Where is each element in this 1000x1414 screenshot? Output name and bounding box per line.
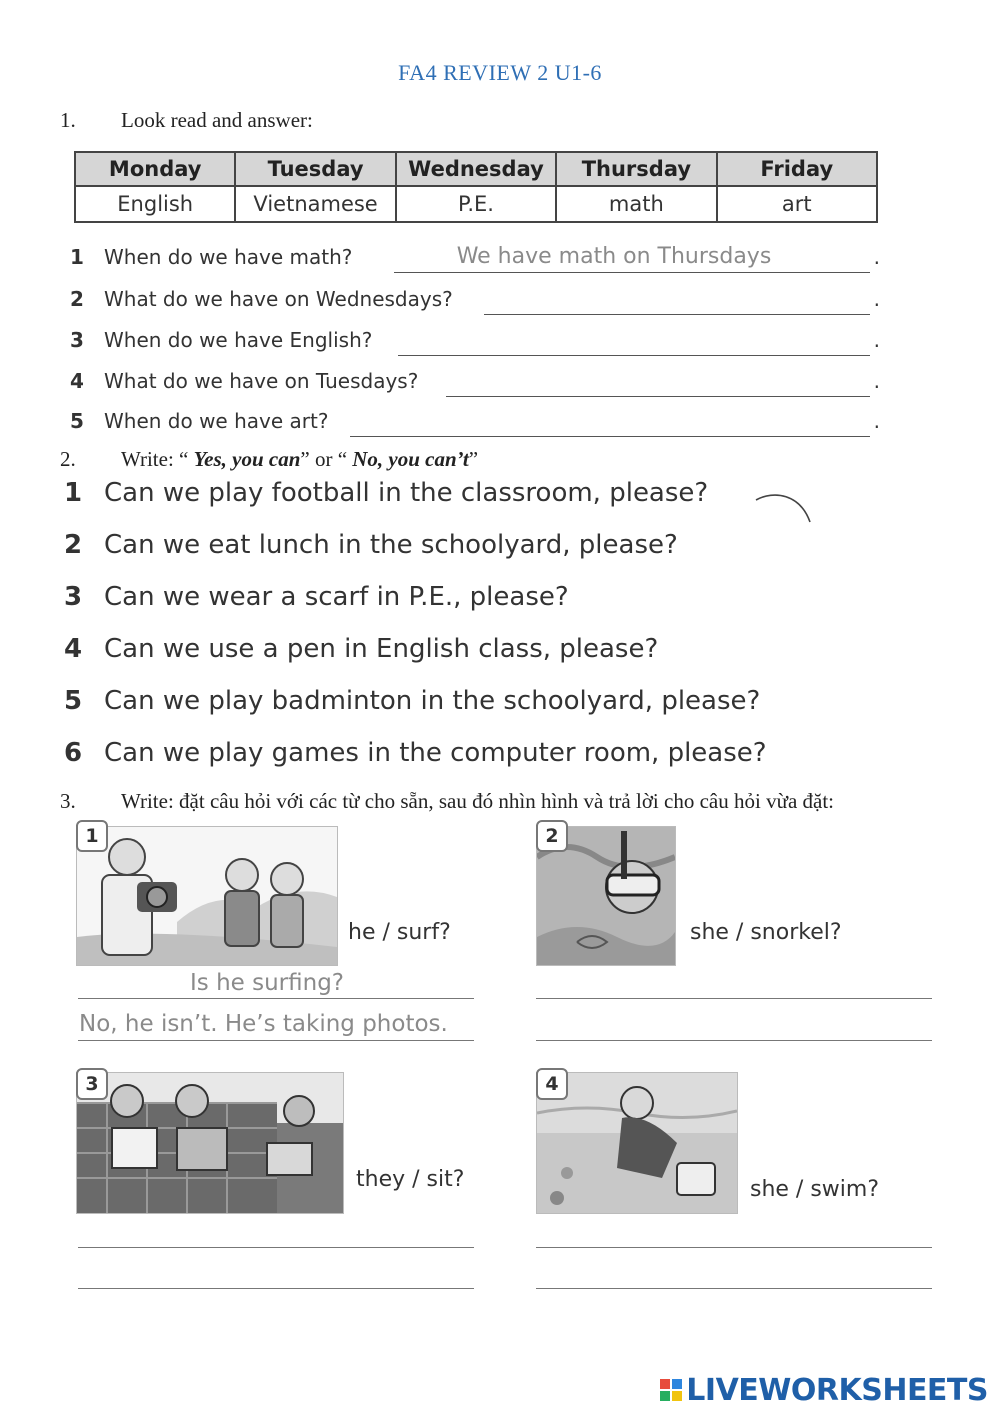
photographer-illustration-icon: [77, 827, 337, 965]
question-text: Can we eat lunch in the schoolyard, please?: [104, 530, 678, 560]
question-number: 5: [70, 409, 84, 433]
prompt-text: he / surf?: [348, 920, 451, 945]
question-number: 2: [64, 530, 83, 560]
instruction-mid: ” or “: [300, 447, 353, 471]
answer-field[interactable]: [350, 436, 870, 437]
section-1-instruction: Look read and answer:: [121, 108, 313, 132]
item-number-badge: 4: [536, 1068, 568, 1100]
answer-field[interactable]: [484, 314, 870, 315]
question-text: What do we have on Tuesdays?: [104, 369, 419, 393]
question-number: 4: [64, 634, 83, 664]
page-title: FA4 REVIEW 2 U1-6: [398, 60, 602, 85]
curved-arrow-icon: [752, 486, 814, 530]
prompt-text: they / sit?: [356, 1167, 465, 1192]
question-text: When do we have English?: [104, 328, 373, 352]
section-2-instruction: [121, 447, 478, 472]
question-number: 1: [70, 245, 84, 269]
period: .: [873, 409, 880, 433]
yes-no-question: [64, 478, 708, 508]
yes-no-question: [64, 738, 767, 768]
prompt-text: she / swim?: [750, 1177, 880, 1202]
timetable-header: Monday: [75, 152, 235, 186]
question-number: 3: [70, 328, 84, 352]
yes-no-question: [64, 530, 678, 560]
illustration-photographer: [76, 826, 338, 966]
answer-field[interactable]: [536, 1040, 932, 1041]
section-3-number: 3.: [60, 789, 76, 813]
sample-answer: No, he isn’t. He’s taking photos.: [79, 1011, 448, 1037]
question-number: 2: [70, 287, 84, 311]
section-2-number: 2.: [60, 447, 76, 471]
question-text: What do we have on Wednesdays?: [104, 287, 453, 311]
period: .: [873, 245, 880, 269]
timetable-cell: Vietnamese: [235, 186, 395, 222]
question-text: Can we use a pen in English class, please?: [104, 634, 659, 664]
logo-text: LIVEWORKSHEETS: [686, 1373, 988, 1408]
answer-field[interactable]: [446, 396, 870, 397]
item-number-badge: 1: [76, 820, 108, 852]
question-row: [70, 365, 880, 397]
question-number: 4: [70, 369, 84, 393]
question-number: 6: [64, 738, 83, 768]
section-1-number: 1.: [60, 108, 76, 132]
family-reading-illustration-icon: [77, 1073, 343, 1213]
illustration-family-reading: [76, 1072, 344, 1214]
liveworksheets-logo: [660, 1373, 988, 1409]
instruction-prefix: Write: “: [121, 447, 194, 471]
section-3-instruction: Write: đặt câu hỏi với các từ cho sẵn, sau đó nhìn hình và trả lời cho câu hỏi vừa đặt:: [121, 789, 835, 813]
timetable-header: Wednesday: [396, 152, 556, 186]
sample-question: Is he surfing?: [190, 970, 345, 996]
answer-field[interactable]: [536, 1288, 932, 1289]
timetable-cell: P.E.: [396, 186, 556, 222]
question-text: Can we play games in the computer room, please?: [104, 738, 767, 768]
answer-field[interactable]: [394, 244, 870, 273]
question-number: 3: [64, 582, 83, 612]
instruction-suffix: ”: [468, 447, 479, 471]
item-number-badge: 3: [76, 1068, 108, 1100]
yes-no-question: [64, 582, 569, 612]
yes-no-question: [64, 634, 658, 664]
answer-field[interactable]: [536, 998, 932, 999]
option-yes: Yes, you can: [193, 447, 301, 471]
item-number-badge: 2: [536, 820, 568, 852]
question-number: 1: [64, 478, 83, 508]
question-row: [70, 241, 880, 273]
timetable-header: Thursday: [556, 152, 716, 186]
timetable-header: Friday: [717, 152, 877, 186]
question-row: [70, 283, 880, 315]
answer-field[interactable]: [78, 1288, 474, 1289]
prompt-text: she / snorkel?: [690, 920, 842, 945]
answer-text: We have math on Thursdays: [456, 244, 772, 269]
answer-field[interactable]: [78, 1040, 474, 1041]
timetable: [74, 151, 878, 223]
timetable-header: Tuesday: [235, 152, 395, 186]
period: .: [873, 369, 880, 393]
option-no: No, you can’t: [352, 447, 469, 471]
answer-field[interactable]: [78, 1247, 474, 1248]
answer-field[interactable]: [78, 998, 474, 999]
period: .: [873, 287, 880, 311]
answer-field[interactable]: [398, 355, 870, 356]
liveworksheets-logo-icon: [660, 1374, 682, 1409]
question-text: Can we wear a scarf in P.E., please?: [104, 582, 569, 612]
timetable-cell: English: [75, 186, 235, 222]
timetable-cell: math: [556, 186, 716, 222]
question-number: 5: [64, 686, 83, 716]
question-text: Can we play football in the classroom, please?: [104, 478, 709, 508]
yes-no-question: [64, 686, 760, 716]
question-row: [70, 324, 880, 356]
question-row: [70, 405, 880, 437]
answer-field[interactable]: [536, 1247, 932, 1248]
question-text: When do we have art?: [104, 409, 329, 433]
question-text: When do we have math?: [104, 245, 353, 269]
timetable-cell: art: [717, 186, 877, 222]
question-text: Can we play badminton in the schoolyard, please?: [104, 686, 761, 716]
period: .: [873, 328, 880, 352]
